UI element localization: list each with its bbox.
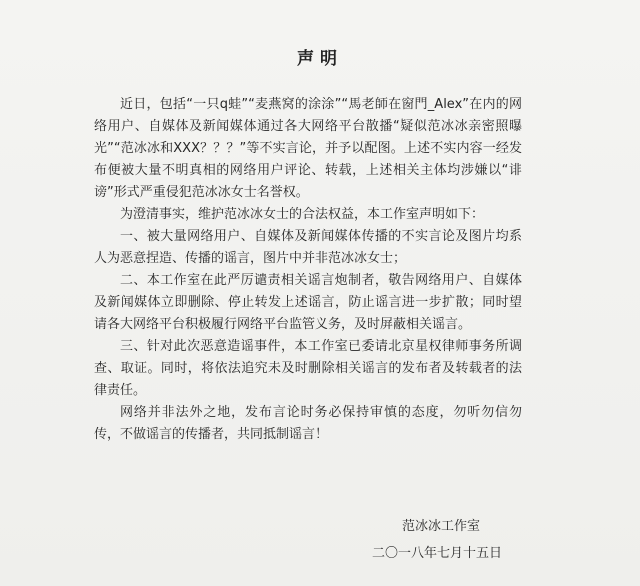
paragraph-point-two: 二、本工作室在此严厉谴责相关谣言炮制者，敬告网络用户、自媒体及新闻媒体立即删除、停止转发上述谣言，防止谣言进一步扩散；同时望请各大网络平台积极履行网络平台监管义务，及时屏蔽相关谣言。 — [94, 273, 522, 332]
paragraph-closing: 网络并非法外之地，发布言论时务必保持审慎的态度，勿听勿信勿传，不做谣言的传播者，共同抵制谣言！ — [94, 405, 522, 442]
signature-organization: 范冰冰工作室 — [402, 519, 481, 534]
document-title: 声明 — [297, 49, 343, 69]
paragraph-intro: 近日，包括“一只q蛙”“麦燕窝的涂涂”“馬老師在窗門_Alex”在内的网络用户、自媒体及新闻媒体通过各大网络平台散播“疑似范冰冰亲密照曝光”“范冰冰和XXX？？？”等不实言论，并予以配图。上述不实内容一经发布便被大量不明真相的网络用户评论、转载，上述相关主体均涉嫌以“诽谤”形式严重侵犯范冰冰女士名誉权。 — [94, 97, 522, 200]
signature-date: 二〇一八年七月十五日 — [372, 546, 503, 561]
document-body — [94, 94, 522, 446]
paragraph-point-three: 三、针对此次恶意造谣事件，本工作室已委请北京星权律师事务所调查、取证。同时，将依法追究未及时删除相关谣言的发布者及转载者的法律责任。 — [94, 339, 522, 398]
paragraph-point-one: 一、被大量网络用户、自媒体及新闻媒体传播的不实言论及图片均系人为恶意捏造、传播的谣言，图片中并非范冰冰女士； — [94, 229, 522, 266]
paragraph-declaration-lead: 为澄清事实，维护范冰冰女士的合法权益，本工作室声明如下： — [120, 207, 485, 222]
